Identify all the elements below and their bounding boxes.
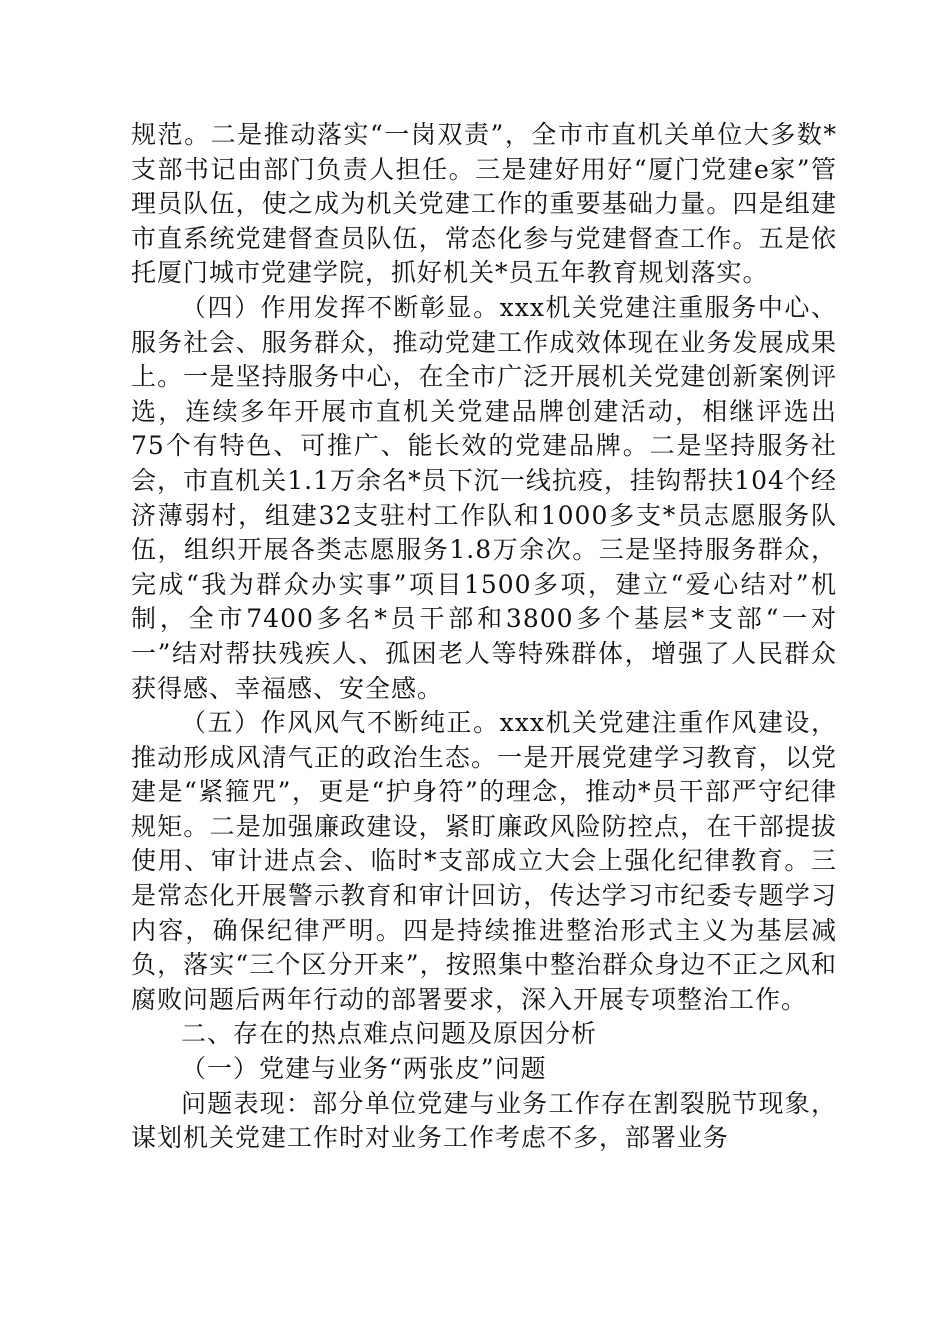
section-heading: 二、存在的热点难点问题及原因分析	[181, 1019, 598, 1049]
paragraph-continuation: 规范。二是推动落实“一岗双责”，全市市直机关单位大多数*支部书记由部门负责人担任。三是建好用好“厦门党建e家”管理员队伍，使之成为机关党建工作的重要基础力量。四是组建市直系统党建督查员队伍，常态化参与党建督查工作。五是依托厦门城市党建学院，抓好机关*员五年教育规划落实。	[131, 120, 837, 288]
paragraph-role-played: （四）作用发挥不断彰显。xxx机关党建注重服务中心、服务社会、服务群众，推动党建工作成效体现在业务发展成果上。一是坚持服务中心，在全市广泛开展机关党建创新案例评选，连续多年开展市直机关党建品牌创建活动，相继评选出75个有特色、可推广、能长效的党建品牌。二是坚持服务社会，市直机关1.1万余名*员下沉一线抗疫，挂钩帮扶104个经济薄弱村，组建32支驻村工作队和1000多支*员志愿服务队伍，组织开展各类志愿服务1.8万余次。三是坚持服务群众，完成“我为群众办实事”项目1500多项，建立“爱心结对”机制，全市7400多名*员干部和3800多个基层*支部“一对一”结对帮扶残疾人、孤困老人等特殊群体，增强了人民群众获得感、幸福感、安全感。	[131, 292, 837, 703]
subsection-heading: （一）党建与业务“两张皮”问题	[181, 1054, 547, 1084]
document-body	[131, 118, 837, 1156]
paragraph-problem-description: 问题表现：部分单位党建与业务工作存在割裂脱节现象，谋划机关党建工作时对业务工作考虑不多，部署业务	[131, 1088, 837, 1153]
paragraph-work-style: （五）作风风气不断纯正。xxx机关党建注重作风建设，推动形成风清气正的政治生态。一是开展党建学习教育，以党建是“紧箍咒”，更是“护身符”的理念，推动*员干部严守纪律规矩。二是加强廉政建设，紧盯廉政风险防控点，在干部提拔使用、审计进点会、临时*支部成立大会上强化纪律教育。三是常态化开展警示教育和审计回访，传达学习市纪委专题学习内容，确保纪律严明。四是持续推进整治形式主义为基层减负，落实“三个区分开来”，按照集中整治群众身边不正之风和腐败问题后两年行动的部署要求，深入开展专项整治工作。	[131, 708, 837, 1014]
